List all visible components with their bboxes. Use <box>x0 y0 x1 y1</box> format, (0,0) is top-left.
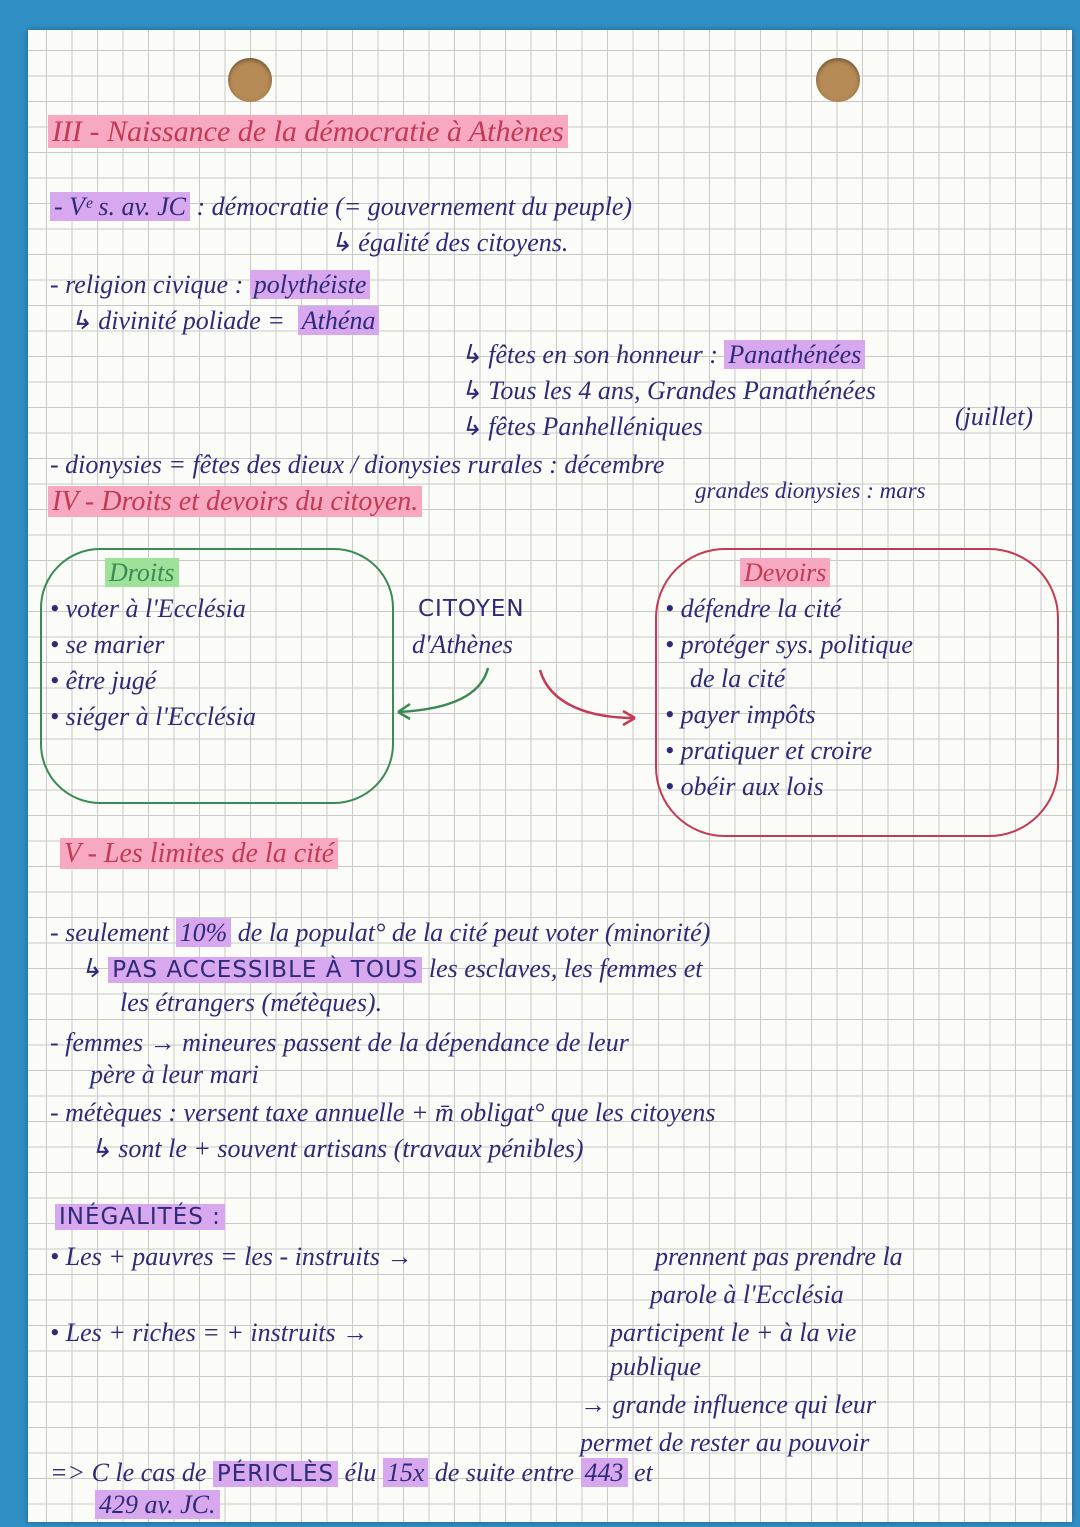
line: publique <box>610 1352 701 1381</box>
text: les esclaves, les femmes et <box>428 954 703 983</box>
list-item: • obéir aux lois <box>665 772 824 801</box>
line <box>50 1458 653 1488</box>
line <box>95 1490 220 1520</box>
devoirs-title <box>740 558 830 588</box>
line: ↳ Tous les 4 ans, Grandes Panathénées <box>460 376 876 405</box>
line <box>50 192 632 222</box>
punch-hole <box>816 58 860 102</box>
line: • Les + riches = + instruits → <box>50 1318 369 1347</box>
line: • Les + pauvres = les - instruits → <box>50 1242 413 1271</box>
highlight: 443 <box>581 1458 628 1487</box>
line <box>460 340 865 370</box>
citoyen-label: CITOYEN <box>418 596 525 622</box>
text: - seulement <box>50 918 170 947</box>
title-text: V - Les limites de la cité <box>60 838 338 869</box>
line: (juillet) <box>955 402 1033 431</box>
text: ↳ divinité poliade = <box>70 306 285 335</box>
text: Droits <box>105 558 179 587</box>
line: participent le + à la vie <box>610 1318 857 1347</box>
arrows <box>380 660 660 740</box>
list-item: • siéger à l'Ecclésia <box>50 702 256 731</box>
line <box>70 306 379 336</box>
section-4-title <box>48 486 422 518</box>
highlight: polythéiste <box>250 270 371 299</box>
highlight: 10% <box>176 918 232 947</box>
line: les étrangers (métèques). <box>120 988 383 1017</box>
line <box>80 954 703 984</box>
line: ↳ sont le + souvent artisans (travaux pénibles) <box>90 1134 584 1163</box>
text: ↳ fêtes en son honneur : <box>460 340 718 369</box>
title-text: III - Naissance de la démocratie à Athènes <box>48 115 568 148</box>
list-item: • défendre la cité <box>665 594 842 623</box>
text: et <box>634 1458 653 1487</box>
list-item: • se marier <box>50 630 165 659</box>
inegalites-title <box>55 1204 225 1230</box>
text: élu <box>344 1458 377 1487</box>
text: de la populat° de la cité peut voter (minorité) <box>237 918 711 947</box>
text: de suite entre <box>434 1458 574 1487</box>
text: : démocratie (= gouvernement du peuple) <box>196 192 633 221</box>
highlight: PÉRICLÈS <box>213 1461 338 1487</box>
line: ↳ égalité des citoyens. <box>330 228 569 257</box>
highlight: Athéna <box>298 306 380 335</box>
line <box>50 918 710 948</box>
text: => C le cas de <box>50 1458 207 1487</box>
highlight: PAS ACCESSIBLE À TOUS <box>108 957 422 983</box>
line: → grande influence qui leur <box>580 1390 877 1419</box>
text: Devoirs <box>740 558 830 587</box>
title-text: IV - Droits et devoirs du citoyen. <box>48 486 422 517</box>
highlight: 429 av. JC. <box>95 1490 220 1519</box>
line: permet de rester au pouvoir <box>580 1428 870 1457</box>
line <box>50 270 370 300</box>
text: INÉGALITÉS : <box>55 1204 225 1230</box>
punch-hole <box>228 58 272 102</box>
list-item: • protéger sys. politique <box>665 630 913 659</box>
list-item: • être jugé <box>50 666 157 695</box>
section-3-title <box>48 115 568 149</box>
droits-title <box>105 558 179 588</box>
highlight: Panathénées <box>724 340 865 369</box>
line: - dionysies = fêtes des dieux / dionysies rurales : décembre <box>50 450 665 479</box>
citoyen-label: d'Athènes <box>412 630 513 659</box>
date-highlight: - Vᵉ s. av. JC <box>50 192 190 221</box>
line: ↳ fêtes Panhelléniques <box>460 412 703 441</box>
list-item: • voter à l'Ecclésia <box>50 594 246 623</box>
list-item: • payer impôts <box>665 700 816 729</box>
line: parole à l'Ecclésia <box>650 1280 844 1309</box>
text: - religion civique : <box>50 270 244 299</box>
line: - métèques : versent taxe annuelle + m̄ obligat° que les citoyens <box>50 1098 716 1127</box>
line: grandes dionysies : mars <box>695 478 926 503</box>
line: prennent pas prendre la <box>655 1242 903 1271</box>
highlight: 15x <box>383 1458 429 1487</box>
list-item: • pratiquer et croire <box>665 736 873 765</box>
arrow-to-droits <box>398 668 488 712</box>
line: père à leur mari <box>90 1060 259 1089</box>
section-5-title <box>60 838 338 870</box>
text: ↳ <box>80 954 102 983</box>
line: - femmes → mineures passent de la dépendance de leur <box>50 1028 629 1057</box>
arrow-to-devoirs <box>540 670 635 718</box>
list-item: de la cité <box>690 664 786 693</box>
